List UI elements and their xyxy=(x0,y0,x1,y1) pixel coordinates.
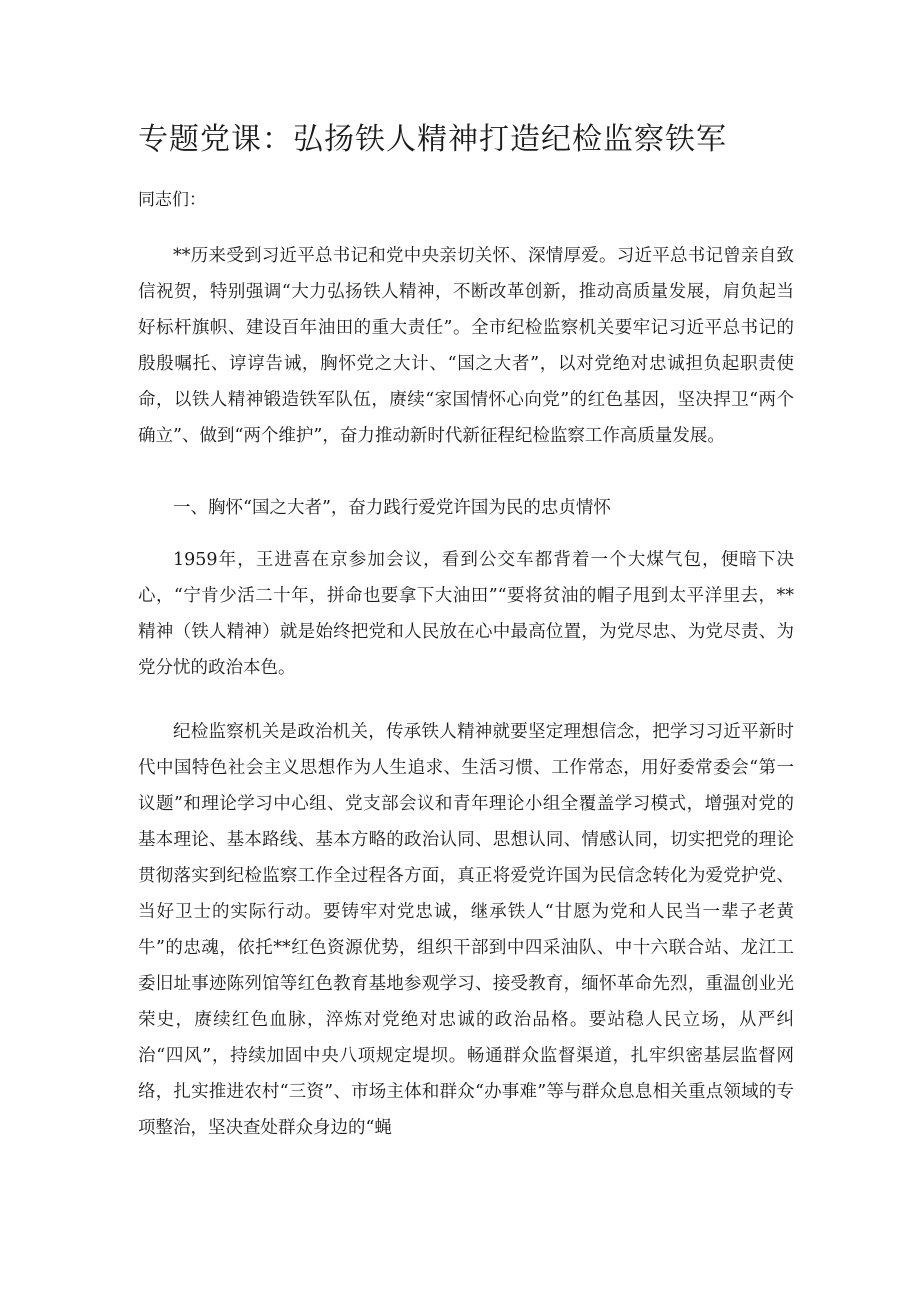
paragraph-history: 1959年，王进喜在京参加会议，看到公交车都背着一个大煤气包，便暗下决心，“宁肯少活二十年，拼命也要拿下大油田”“要将贫油的帽子甩到太平洋里去，**精神（铁人精神）就是始终把党和人民放在心中最高位置，为党尽忠、为党尽责、为党分忧的政治本色。 xyxy=(138,550,794,678)
salutation: 同志们： xyxy=(138,190,206,210)
paragraph-intro: **历来受到习近平总书记和党中央亲切关怀、深情厚爱。习近平总书记曾亲自致信祝贺，特别强调“大力弘扬铁人精神，不断改革创新，推动高质量发展，肩负起当好标杆旗帜、建设百年油田的重大责任”。全市纪检监察机关要牢记习近平总书记的殷殷嘱托、谆谆告诫，胸怀党之大计、“国之大者”，以对党绝对忠诚担负起职责使命，以铁人精神锻造铁军队伍，赓续“家国情怀心向党”的红色基因，坚决捍卫“两个确立”、做到“两个维护”，奋力推动新时代新征程纪检监察工作高质量发展。 xyxy=(138,246,794,446)
section-heading-1: 一、胸怀“国之大者”，奋力践行爱党许国为民的忠贞情怀 xyxy=(173,498,611,518)
document-title: 专题党课：弘扬铁人精神打造纪检监察铁军 xyxy=(138,122,727,157)
paragraph-political-organ: 纪检监察机关是政治机关，传承铁人精神就要坚定理想信念，把学习习近平新时代中国特色社会主义思想作为人生追求、生活习惯、工作常态，用好委常委会“第一议题”和理论学习中心组、党支部会议和青年理论小组全覆盖学习模式，增强对党的基本理论、基本路线、基本方略的政治认同、思想认同、情感认同，切实把党的理论贯彻落实到纪检监察工作全过程各方面，真正将爱党许国为民信念转化为爱党护党、当好卫士的实际行动。要铸牢对党忠诚，继承铁人“甘愿为党和人民当一辈子老黄牛”的忠魂，依托**红色资源优势，组织干部到中四采油队、中十六联合站、龙江工委旧址事迹陈列馆等红色教育基地参观学习、接受教育，缅怀革命先烈，重温创业光荣史，赓续红色血脉，淬炼对党绝对忠诚的政治品格。要站稳人民立场，从严纠治“四风”，持续加固中央八项规定堤坝。畅通群众监督渠道，扎牢织密基层监督网络，扎实推进农村“三资”、市场主体和群众“办事难”等与群众息息相关重点领域的专项整治，坚决查处群众身边的“蝇 xyxy=(138,722,794,1138)
